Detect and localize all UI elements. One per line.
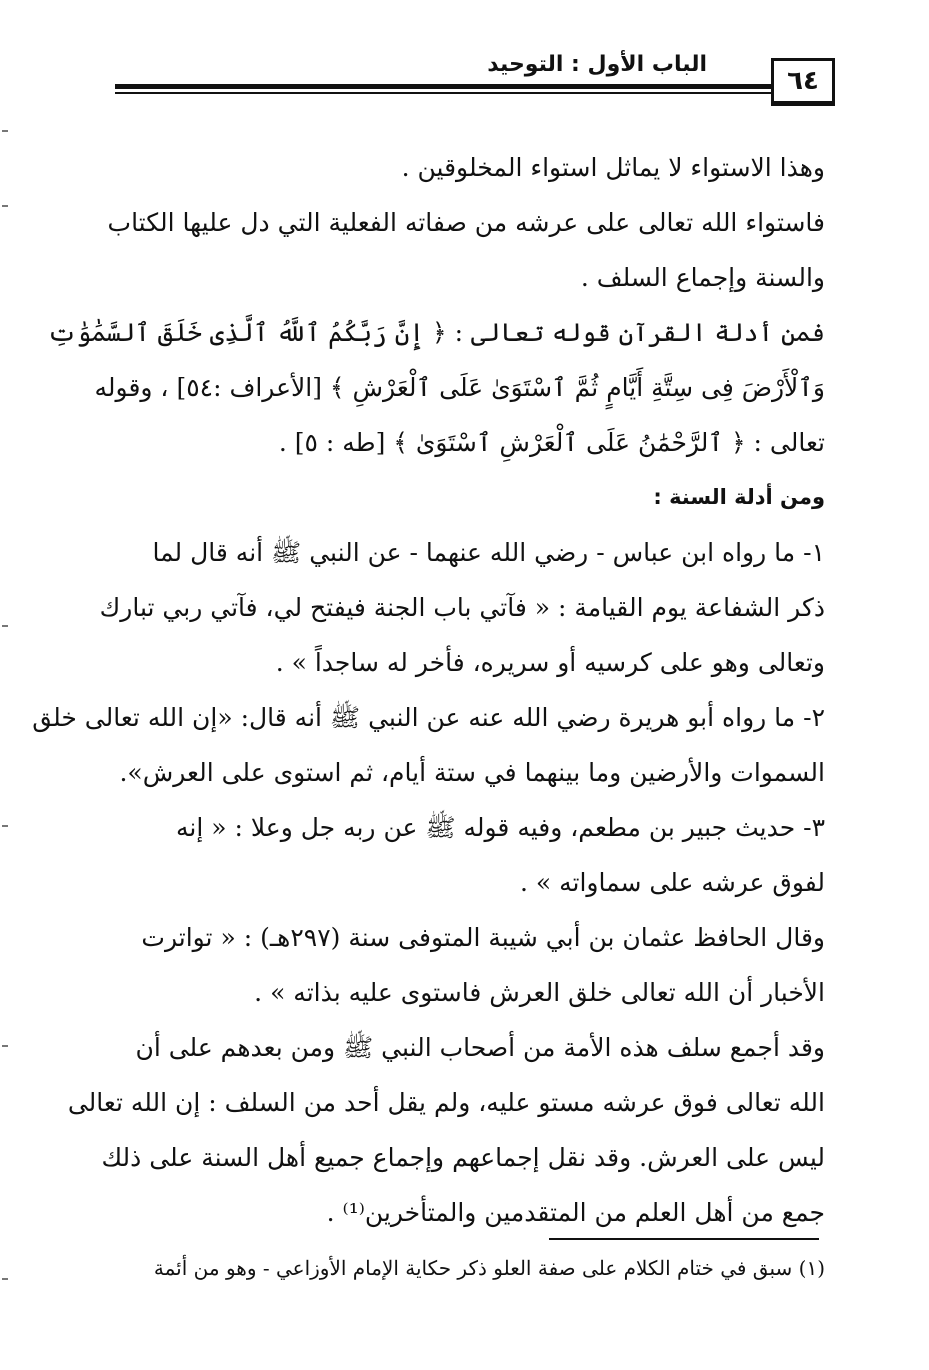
scan-margin-mark [2,1045,8,1047]
text-line: والسنة وإجماع السلف . [580,263,825,292]
scan-margin-mark [2,205,8,207]
running-title: الباب الأول : التوحيد [487,52,707,77]
text-line: ١- ما رواه ابن عباس - رضي الله عنهما - عن النبي ﷺ أنه قال لما [152,538,825,567]
text-line: لفوق عرشه على سماواته » . [519,868,825,897]
text-line: الأخبار أن الله تعالى خلق العرش فاستوى عليه بذاته » . [254,978,825,1007]
text-line: السموات والأرضين وما بينهما في ستة أيام، ثم استوى على العرش». [119,758,825,787]
text-line: وقال الحافظ عثمان بن أبي شيبة المتوفى سنة (٢٩٧هـ) : « تواترت [141,923,825,952]
text-line: تعالى : ﴿ ٱلرَّحْمَٰنُ عَلَى ٱلْعَرْشِ ٱسْتَوَىٰ ﴾ [طه : ٥] . [278,428,825,457]
scan-margin-mark [2,825,8,827]
scan-margin-mark [2,130,8,132]
header-rule-thin [115,92,775,94]
footnote: (١) سبق في ختام الكلام على صفة العلو ذكر حكاية الإمام الأوزاعي - وهو من أئمة [153,1256,825,1280]
text-line: وتعالى وهو على كرسيه أو سريره، فأخر له ساجداً » . [275,648,825,677]
text-line: وَٱلْأَرْضَ فِى سِتَّةِ أَيَّامٍ ثُمَّ ٱسْتَوَىٰ عَلَى ٱلْعَرْشِ ﴾ [الأعراف :٥٤] ، وقوله [94,373,825,402]
text-line: ذكر الشفاعة يوم القيامة : « فآتي باب الجنة فيفتح لي، فآتي ربي تبارك [99,593,825,622]
text-line: الله تعالى فوق عرشه مستو عليه، ولم يقل أحد من السلف : إن الله تعالى [67,1088,825,1117]
header-rule-thick [115,84,775,89]
text-line: فاستواء الله تعالى على عرشه من صفاته الفعلية التي دل عليها الكتاب [107,208,825,237]
text-line: ليس على العرش. وقد نقل إجماعهم وإجماع جميع أهل السنة على ذلك [101,1143,825,1172]
text-line: وهذا الاستواء لا يماثل استواء المخلوقين . [401,153,825,182]
footnote-separator [549,1238,819,1240]
text-line: ٣- حديث جبير بن مطعم، وفيه قوله ﷺ عن ربه جل وعلا : « إنه [176,813,825,842]
text-line: جمع من أهل العلم من المتقدمين والمتأخرين⁽¹⁾ . [326,1198,825,1227]
text-line: وقد أجمع سلف هذه الأمة من أصحاب النبي ﷺ ومن بعدهم على أن [135,1033,825,1062]
scan-margin-mark [2,625,8,627]
main-text [32,140,825,1240]
scan-margin-mark [2,1278,8,1280]
text-line: ٢- ما رواه أبو هريرة رضي الله عنه عن النبي ﷺ أنه قال: «إن الله تعالى خلق [32,703,825,732]
page-header [115,50,835,110]
sub-heading-sunnah: ومن أدلة السنة : [653,485,825,509]
text-line: فمن أدلة القرآن قوله تعالى : ﴿ إِنَّ رَبَّكُمُ ٱللَّهُ ٱلَّذِى خَلَقَ ٱلسَّمَٰوَٰتِ [47,318,825,347]
page-number: ٦٤ [771,58,835,106]
